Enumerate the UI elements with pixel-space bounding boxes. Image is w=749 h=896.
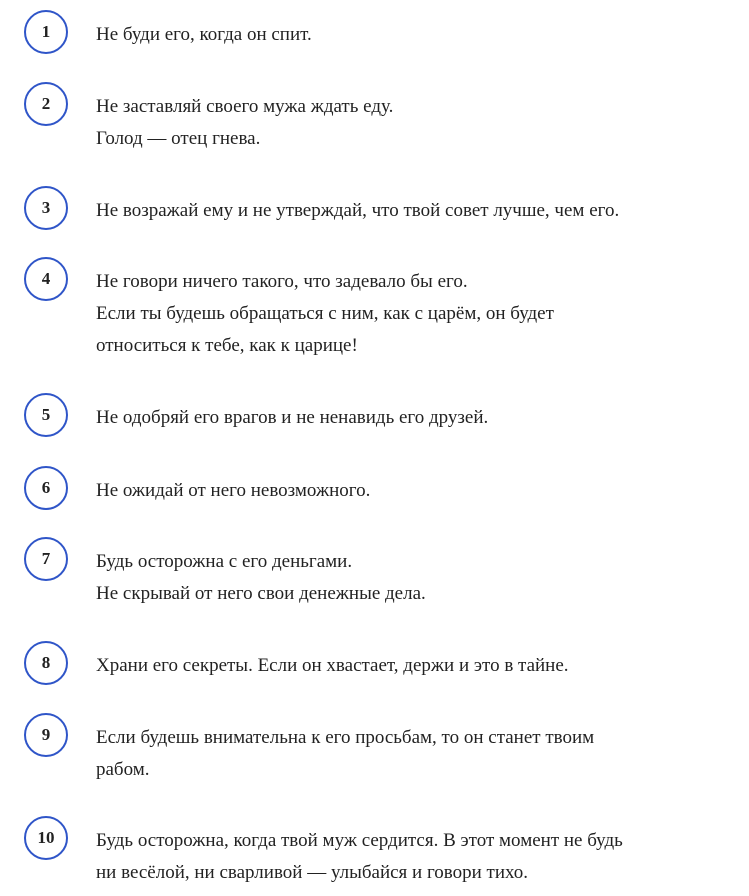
number-badge: 6 <box>24 466 68 510</box>
number-badge: 9 <box>24 713 68 757</box>
item-text-line: Не одобряй его врагов и не ненавидь его друзей. <box>96 407 489 428</box>
item-text-line: Не скрывай от него свои денежные дела. <box>96 583 426 604</box>
item-text-line: Будь осторожна с его деньгами. <box>96 551 353 572</box>
item-text-line: Если будешь внимательна к его просьбам, то он станет твоим <box>96 727 595 748</box>
item-text <box>96 722 726 786</box>
item-text <box>96 19 726 51</box>
item-text-line: Не буди его, когда он спит. <box>96 24 312 45</box>
number-badge: 2 <box>24 82 68 126</box>
number-badge: 10 <box>24 816 68 860</box>
number-badge: 5 <box>24 393 68 437</box>
number-badge: 8 <box>24 641 68 685</box>
item-text-line: Будь осторожна, когда твой муж сердится. В этот момент не будь <box>96 830 623 851</box>
item-text <box>96 91 726 155</box>
item-text <box>96 402 726 434</box>
item-text <box>96 546 726 610</box>
item-text-line: Не заставляй своего мужа ждать еду. <box>96 96 394 117</box>
number-badge: 1 <box>24 10 68 54</box>
item-text-line: Не говори ничего такого, что задевало бы его. <box>96 271 468 292</box>
item-text-line: Голод — отец гнева. <box>96 128 261 149</box>
item-text <box>96 825 726 889</box>
item-text-line: Не ожидай от него невозможного. <box>96 480 371 501</box>
item-text-line: Не возражай ему и не утверждай, что твой совет лучше, чем его. <box>96 200 620 221</box>
number-badge: 4 <box>24 257 68 301</box>
item-text-line: Храни его секреты. Если он хвастает, держи и это в тайне. <box>96 655 569 676</box>
item-text-line: Если ты будешь обращаться с ним, как с царём, он будет <box>96 303 554 324</box>
item-text-line: рабом. <box>96 759 150 780</box>
item-text <box>96 195 726 227</box>
number-badge: 3 <box>24 186 68 230</box>
item-text <box>96 650 726 682</box>
number-badge: 7 <box>24 537 68 581</box>
item-text-line: ни весёлой, ни сварливой — улыбайся и говори тихо. <box>96 862 529 883</box>
item-text-line: относиться к тебе, как к царице! <box>96 335 358 356</box>
item-text <box>96 266 726 362</box>
item-text <box>96 475 726 507</box>
